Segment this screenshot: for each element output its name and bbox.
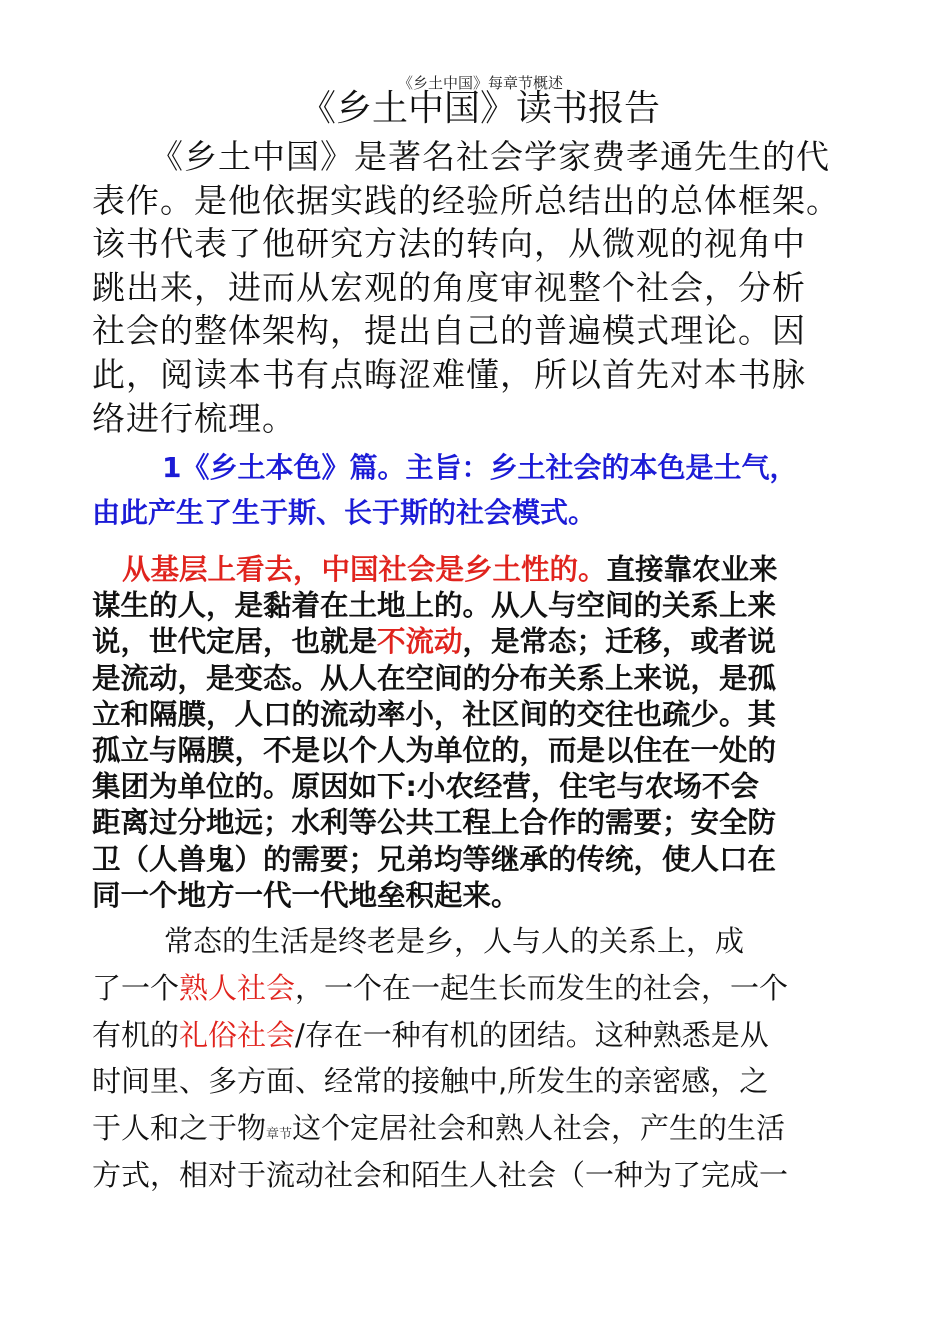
highlight-text: 礼俗社会 — [179, 1017, 296, 1052]
paragraph-1 — [92, 552, 778, 914]
text-span: 这个定居社会和熟人社会，产生的生活 — [292, 1111, 786, 1146]
text-line: 是流动，是变态。从人在空间的分布关系上来说，是孤 — [92, 661, 777, 695]
text-line: 谋生的人，是黏着在土地上的。从人与空间的关系上来 — [92, 589, 777, 623]
highlight-text: 从基层上看去，中国社会是乡土性的。 — [122, 553, 607, 586]
text-line: 卫（人兽鬼）的需要；兄弟均等继承的传统，使人口在 — [92, 842, 777, 876]
text-line: 络进行梳理。 — [92, 398, 296, 438]
text-line: 立和隔膜，人口的流动率小，社区间的交往也疏少。其 — [92, 697, 777, 731]
text-span: ，是常态；迁移，或者说 — [462, 625, 777, 659]
text-line: 距离过分地远；水利等公共工程上合作的需要；安全防 — [92, 806, 777, 840]
text-line: 同一个地方一代一代地垒积起来。 — [92, 878, 520, 912]
text-line: 表作。是他依据实践的经验所总结出的总体框架。 — [92, 180, 840, 220]
text-line: 时间里、多方面、经常的接触中,所发生的亲密感，之 — [92, 1064, 769, 1099]
footnote-mark: 章节 — [266, 1127, 293, 1143]
paragraph-2 — [92, 918, 788, 1199]
text-line: 集团为单位的。原因如下:小农经营，住宅与农场不会 — [92, 770, 759, 804]
text-span: 于人和之于物 — [92, 1111, 267, 1146]
text-line — [92, 1012, 788, 1059]
text-line: 社会的整体架构，提出自己的普遍模式理论。因 — [92, 311, 806, 351]
text-line: 孤立与隔膜，不是以个人为单位的，而是以住在一处的 — [92, 733, 777, 767]
header-note: 《乡土中国》每章节概述 — [398, 74, 564, 92]
text-line: 此，阅读本书有点晦涩难懂，所以首先对本书脉 — [92, 354, 806, 394]
highlight-text: 不流动 — [377, 625, 463, 659]
text-span: /存在一种有机的团结。这种熟悉是从 — [295, 1017, 769, 1052]
intro-paragraph — [92, 135, 840, 440]
section-heading-1 — [92, 445, 798, 535]
text-line — [92, 1105, 788, 1152]
text-line: 《乡土中国》是著名社会学家费孝通先生的代 — [150, 137, 830, 176]
text-span: 直接靠农业来 — [606, 553, 778, 586]
text-line: 该书代表了他研究方法的转向，从微观的视角中 — [92, 224, 806, 264]
text-line — [92, 965, 788, 1012]
text-span: ，一个在一起生长而发生的社会，一个 — [295, 970, 789, 1005]
text-line: 方式，相对于流动社会和陌生人社会（一种为了完成一 — [92, 1157, 789, 1192]
heading-line: 由此产生了生于斯、长于斯的社会模式。 — [92, 496, 597, 529]
text-span: 有机的 — [92, 1017, 180, 1052]
highlight-text: 熟人社会 — [179, 970, 296, 1005]
text-span: 说，世代定居，也就是 — [92, 625, 378, 659]
text-line — [92, 552, 778, 588]
text-span: 了一个 — [92, 970, 180, 1005]
text-line: 常态的生活是终老是乡，人与人的关系上，成 — [164, 924, 745, 958]
text-line — [92, 624, 778, 660]
text-line: 跳出来，进而从宏观的角度审视整个社会，分析 — [92, 267, 806, 307]
heading-line: 1《乡土本色》篇。主旨：乡土社会的本色是土气， — [162, 451, 798, 484]
document-title: 《乡土中国》读书报告 — [300, 88, 661, 129]
